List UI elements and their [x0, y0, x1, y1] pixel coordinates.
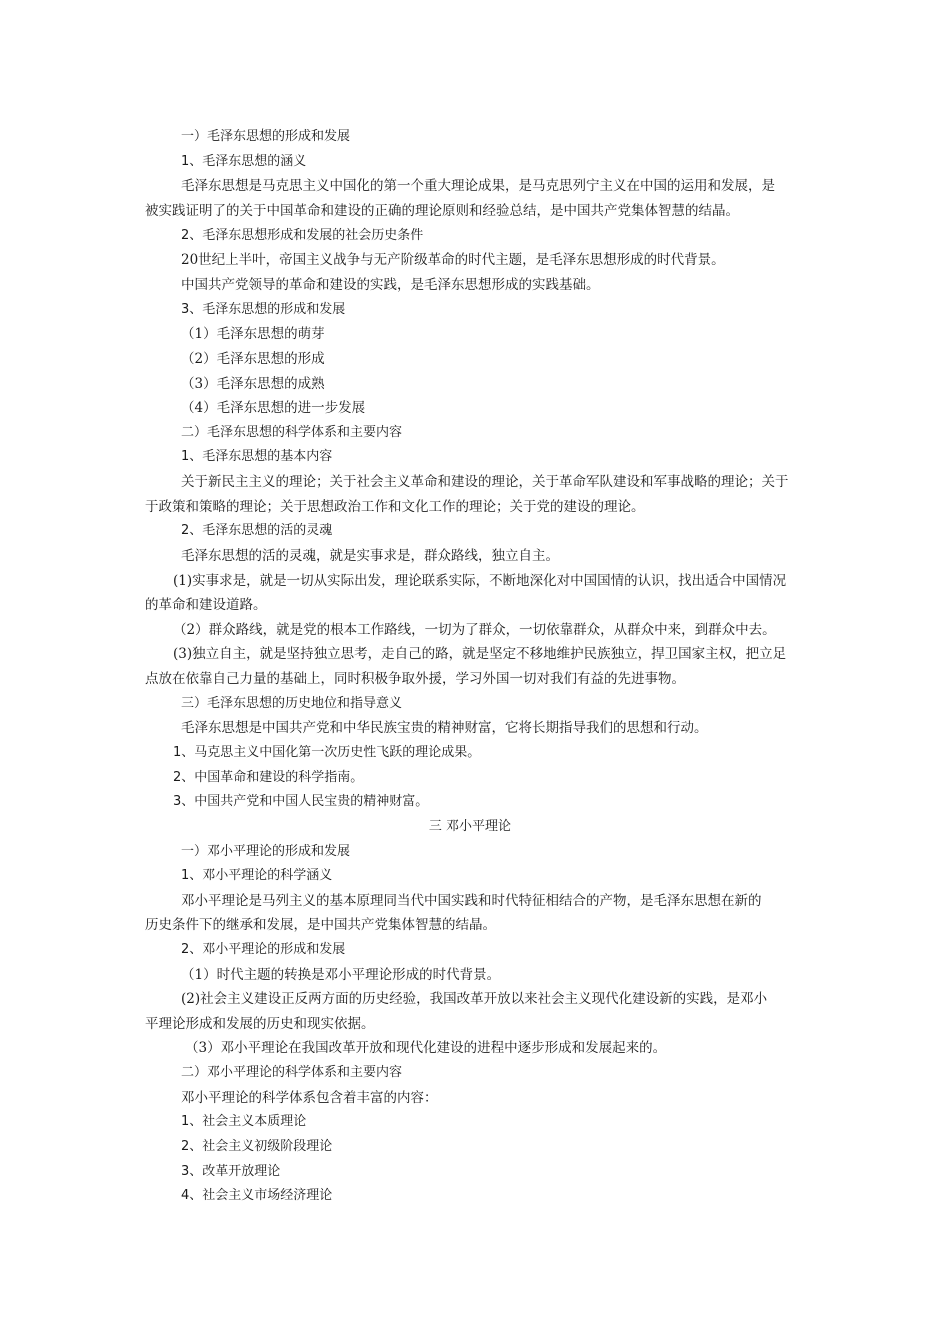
list-item: （4）毛泽东思想的进一步发展	[181, 400, 366, 416]
list-item: （3）毛泽东思想的成熟	[181, 376, 325, 392]
section-heading: 一）邓小平理论的形成和发展	[181, 844, 351, 859]
list-item: 2、中国革命和建设的科学指南。	[173, 770, 364, 785]
subsection-heading: 2、毛泽东思想的活的灵魂	[181, 523, 333, 538]
paragraph-line: (3)独立自主，就是坚持独立思考，走自己的路，就是坚定不移地维护民族独立，捍卫国家主权，把立足	[173, 646, 787, 662]
paragraph-line: 点放在依靠自己力量的基础上，同时积极争取外援，学习外国一切对我们有益的先进事物。	[145, 671, 685, 687]
list-item: （2）毛泽东思想的形成	[181, 351, 325, 367]
paragraph-line: 毛泽东思想是马克思主义中国化的第一个重大理论成果，是马克思列宁主义在中国的运用和发展，是	[181, 178, 775, 194]
paragraph-line: 历史条件下的继承和发展，是中国共产党集体智慧的结晶。	[145, 917, 496, 933]
subsection-heading: 2、毛泽东思想形成和发展的社会历史条件	[181, 228, 424, 243]
list-item: （1）毛泽东思想的萌芽	[181, 326, 325, 342]
paragraph-line: 毛泽东思想是中国共产党和中华民族宝贵的精神财富，它将长期指导我们的思想和行动。	[181, 720, 708, 736]
subsection-heading: 2、邓小平理论的形成和发展	[181, 942, 346, 957]
list-item: （1）时代主题的转换是邓小平理论形成的时代背景。	[181, 967, 501, 983]
section-heading: 二）毛泽东思想的科学体系和主要内容	[181, 425, 403, 440]
subsection-heading: 1、邓小平理论的科学涵义	[181, 868, 333, 883]
paragraph-line: 20世纪上半叶，帝国主义战争与无产阶级革命的时代主题，是毛泽东思想形成的时代背景。	[181, 252, 725, 268]
paragraph-line: (2)社会主义建设正反两方面的历史经验，我国改革开放以来社会主义现代化建设新的实践，是邓小	[181, 991, 768, 1007]
list-item: （3）邓小平理论在我国改革开放和现代化建设的进程中逐步形成和发展起来的。	[185, 1040, 667, 1056]
section-heading: 三）毛泽东思想的历史地位和指导意义	[181, 696, 403, 711]
paragraph-line: 平理论形成和发展的历史和现实依据。	[145, 1016, 375, 1032]
paragraph-line: 邓小平理论的科学体系包含着丰富的内容：	[181, 1090, 438, 1106]
list-item: 3、中国共产党和中国人民宝贵的精神财富。	[173, 794, 429, 809]
paragraph-line: 关于新民主主义的理论；关于社会主义革命和建设的理论，关于革命军队建设和军事战略的理论；关于	[181, 474, 789, 490]
list-item: 2、社会主义初级阶段理论	[181, 1139, 333, 1154]
section-heading: 二）邓小平理论的科学体系和主要内容	[181, 1065, 403, 1080]
list-item: 1、马克思主义中国化第一次历史性飞跃的理论成果。	[173, 745, 481, 760]
chapter-title: 三 邓小平理论	[428, 819, 512, 834]
paragraph-line: 被实践证明了的关于中国革命和建设的正确的理论原则和经验总结，是中国共产党集体智慧的结晶。	[145, 203, 739, 219]
list-item: 3、改革开放理论	[181, 1164, 281, 1179]
paragraph-line: 邓小平理论是马列主义的基本原理同当代中国实践和时代特征相结合的产物，是毛泽东思想在新的	[181, 893, 762, 909]
paragraph-line: 毛泽东思想的活的灵魂，就是实事求是，群众路线，独立自主。	[181, 548, 559, 564]
subsection-heading: 3、毛泽东思想的形成和发展	[181, 302, 346, 317]
subsection-heading: 1、毛泽东思想的涵义	[181, 154, 307, 169]
section-heading: 一）毛泽东思想的形成和发展	[181, 129, 351, 144]
paragraph-line: （2）群众路线，就是党的根本工作路线，一切为了群众，一切依靠群众，从群众中来，到群众中去。	[173, 622, 776, 638]
paragraph-line: 于政策和策略的理论；关于思想政治工作和文化工作的理论；关于党的建设的理论。	[145, 499, 645, 515]
subsection-heading: 1、毛泽东思想的基本内容	[181, 449, 333, 464]
paragraph-line: (1)实事求是，就是一切从实际出发，理论联系实际，不断地深化对中国国情的认识，找出适合中国情况	[173, 573, 787, 589]
list-item: 4、社会主义市场经济理论	[181, 1188, 333, 1203]
list-item: 1、社会主义本质理论	[181, 1114, 307, 1129]
paragraph-line: 的革命和建设道路。	[145, 597, 267, 613]
paragraph-line: 中国共产党领导的革命和建设的实践，是毛泽东思想形成的实践基础。	[181, 277, 600, 293]
